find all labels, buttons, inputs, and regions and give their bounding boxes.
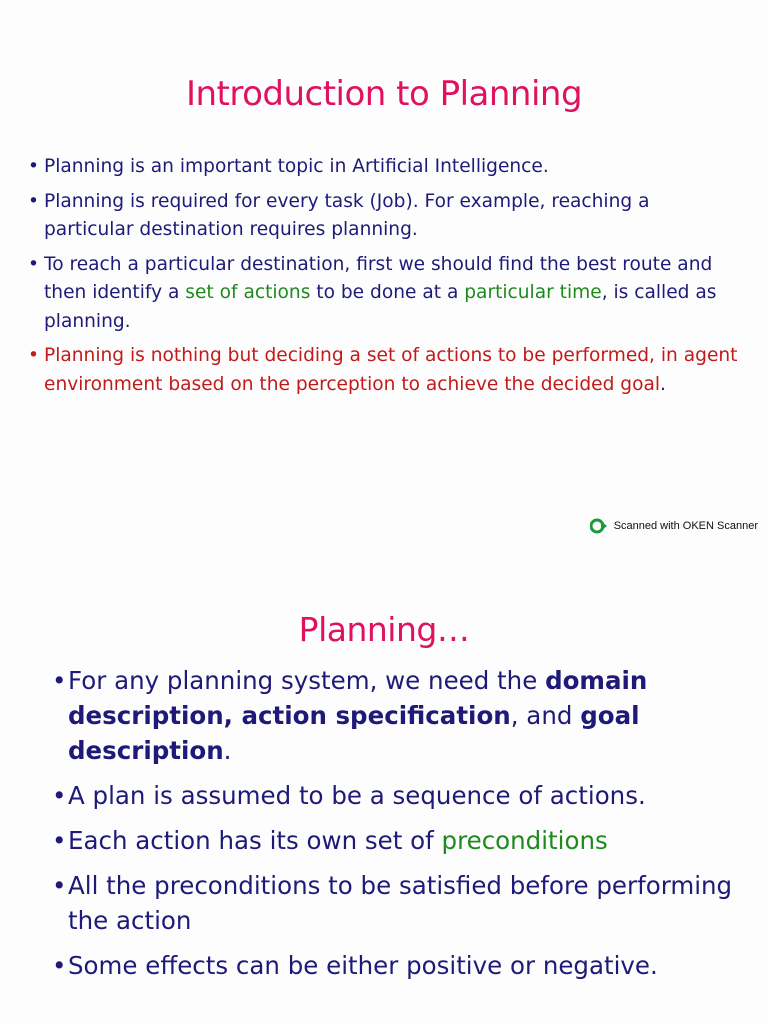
bullet-text: . (223, 736, 232, 765)
bullet-text: To reach a particular destination, first we should find the best route and then identify a (44, 253, 713, 303)
highlight-text: set of actions (185, 282, 311, 303)
bullet-text: Planning is nothing but deciding a set of actions to be performed, in agent environment based on the perception to achieve the decided goal (44, 345, 738, 395)
scanner-watermark (590, 516, 758, 536)
bullet-item (28, 153, 743, 182)
slide-planning (0, 565, 768, 1024)
bullet-text: , is called as planning. (44, 282, 717, 332)
bullet-text: , and (510, 701, 581, 730)
slide-title: Introduction to Planning (185, 74, 583, 114)
bullet-dot: • (52, 826, 67, 855)
bullet-dot: • (28, 345, 39, 366)
bullet-item (52, 868, 752, 938)
bullet-item (28, 342, 743, 399)
slide-introduction-to-planning (0, 0, 768, 510)
bullet-dot: • (28, 253, 39, 275)
bullet-period: . (660, 373, 666, 395)
bullet-text: All the preconditions to be satisfied before performing the action (68, 871, 733, 935)
bold-text: domain description, action specification (68, 666, 648, 730)
bullet-dot: • (52, 781, 67, 810)
highlight-text: particular time (464, 282, 602, 303)
bullet-text: A plan is assumed to be a sequence of actions. (68, 781, 646, 810)
bullet-dot: • (52, 666, 67, 695)
scanner-text: Scanned with OKEN Scanner (613, 520, 758, 532)
bullet-dot: • (52, 951, 67, 980)
bullet-item (52, 778, 752, 813)
bullet-item (52, 823, 752, 858)
bullet-list (52, 663, 752, 993)
bullet-text: For any planning system, we need the (68, 666, 546, 695)
bullet-text: to be done at a (310, 282, 465, 303)
bullet-text: Planning is required for every task (Job). For example, reaching a particular destination requires planning. (44, 190, 650, 240)
slide-title: Planning… (298, 610, 470, 649)
bullet-item (28, 251, 743, 337)
bullet-list (28, 153, 743, 405)
bullet-text: Planning is an important topic in Artificial Intelligence. (44, 156, 549, 177)
bullet-item (52, 948, 752, 983)
bullet-dot: • (28, 156, 39, 177)
bullet-dot: • (52, 871, 67, 900)
bold-text: goal description (68, 701, 640, 765)
highlight-text: preconditions (441, 826, 608, 855)
bullet-item (52, 663, 752, 768)
bullet-item (28, 188, 743, 245)
bullet-text: Some effects can be either positive or negative. (68, 951, 658, 980)
bullet-dot: • (28, 190, 39, 212)
bullet-text: Each action has its own set of (68, 826, 442, 855)
oken-logo-icon (590, 518, 608, 534)
